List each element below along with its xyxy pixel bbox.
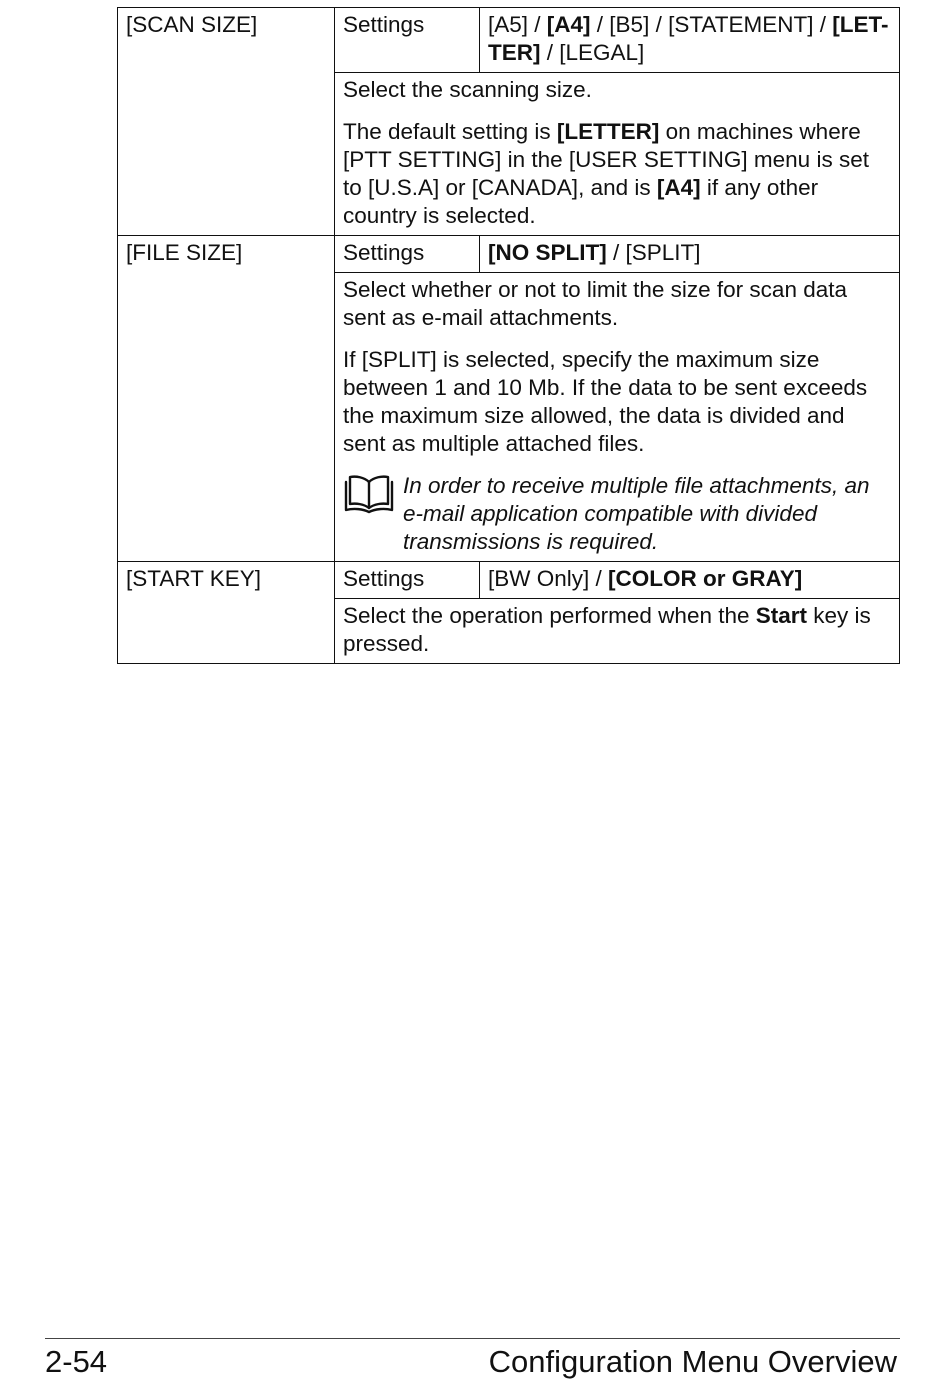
description [335,273,900,562]
row-scan-size [118,8,900,73]
note [343,472,891,556]
setting-options [480,8,900,73]
text-run: if any other country is selected. [343,175,819,228]
text-run: [A5] [488,12,529,37]
bold-text: [A4] [546,12,591,37]
description-paragraph [343,276,891,332]
bold-text: Start [755,603,808,628]
text-run: Select the scanning size. [343,77,592,102]
item-name: [FILE SIZE] [118,236,335,562]
settings-table [117,7,900,664]
bold-text: [LETTER] [556,119,660,144]
settings-label: Settings [335,236,480,273]
settings-table-body [118,8,900,664]
text-run: / [528,12,547,37]
description-paragraph [343,118,891,230]
setting-options [480,236,900,273]
description-paragraph [343,76,891,104]
note-text: In order to receive multiple file attachments, an e-mail application compatible with divided transmissions is required. [403,473,870,554]
page-number: 2-54 [45,1344,108,1379]
text-run: [BW Only] / [488,566,609,591]
bold-text: [LET-TER] [488,12,889,65]
setting-options [480,562,900,599]
text-run: key is pressed. [343,603,871,656]
text-run: Select the operation performed when the [343,603,756,628]
row-start-key [118,562,900,599]
text-run: / [SPLIT] [606,240,701,265]
section-title: Configuration Menu Overview [488,1344,897,1379]
text-run: The default setting is [343,119,557,144]
description-paragraph [343,346,891,458]
description-paragraph [343,602,891,658]
text-run: on machines where [PTT SETTING] in the [USER SETTING] menu is set to [U.S.A] or [CANADA], and is [343,119,869,200]
text-run: / [B5] / [STATEMENT] / [590,12,833,37]
row-file-size [118,236,900,273]
description [335,73,900,236]
text-run: Select whether or not to limit the size for scan data sent as e-mail attachments. [343,277,847,330]
book-note-icon [343,472,403,556]
settings-label: Settings [335,562,480,599]
text-run: If [SPLIT] is selected, specify the maximum size between 1 and 10 Mb. If the data to be sent exceeds the maximum size allowed, the data is divided and sent as multiple attached files. [343,347,868,456]
bold-text: [A4] [656,175,701,200]
text-run: / [LEGAL] [540,40,645,65]
footer-rule [45,1338,900,1339]
description [335,599,900,664]
bold-text: [NO SPLIT] [488,240,607,265]
bold-text: [COLOR or GRAY] [608,566,803,591]
item-name: [START KEY] [118,562,335,664]
settings-label: Settings [335,8,480,73]
item-name: [SCAN SIZE] [118,8,335,236]
